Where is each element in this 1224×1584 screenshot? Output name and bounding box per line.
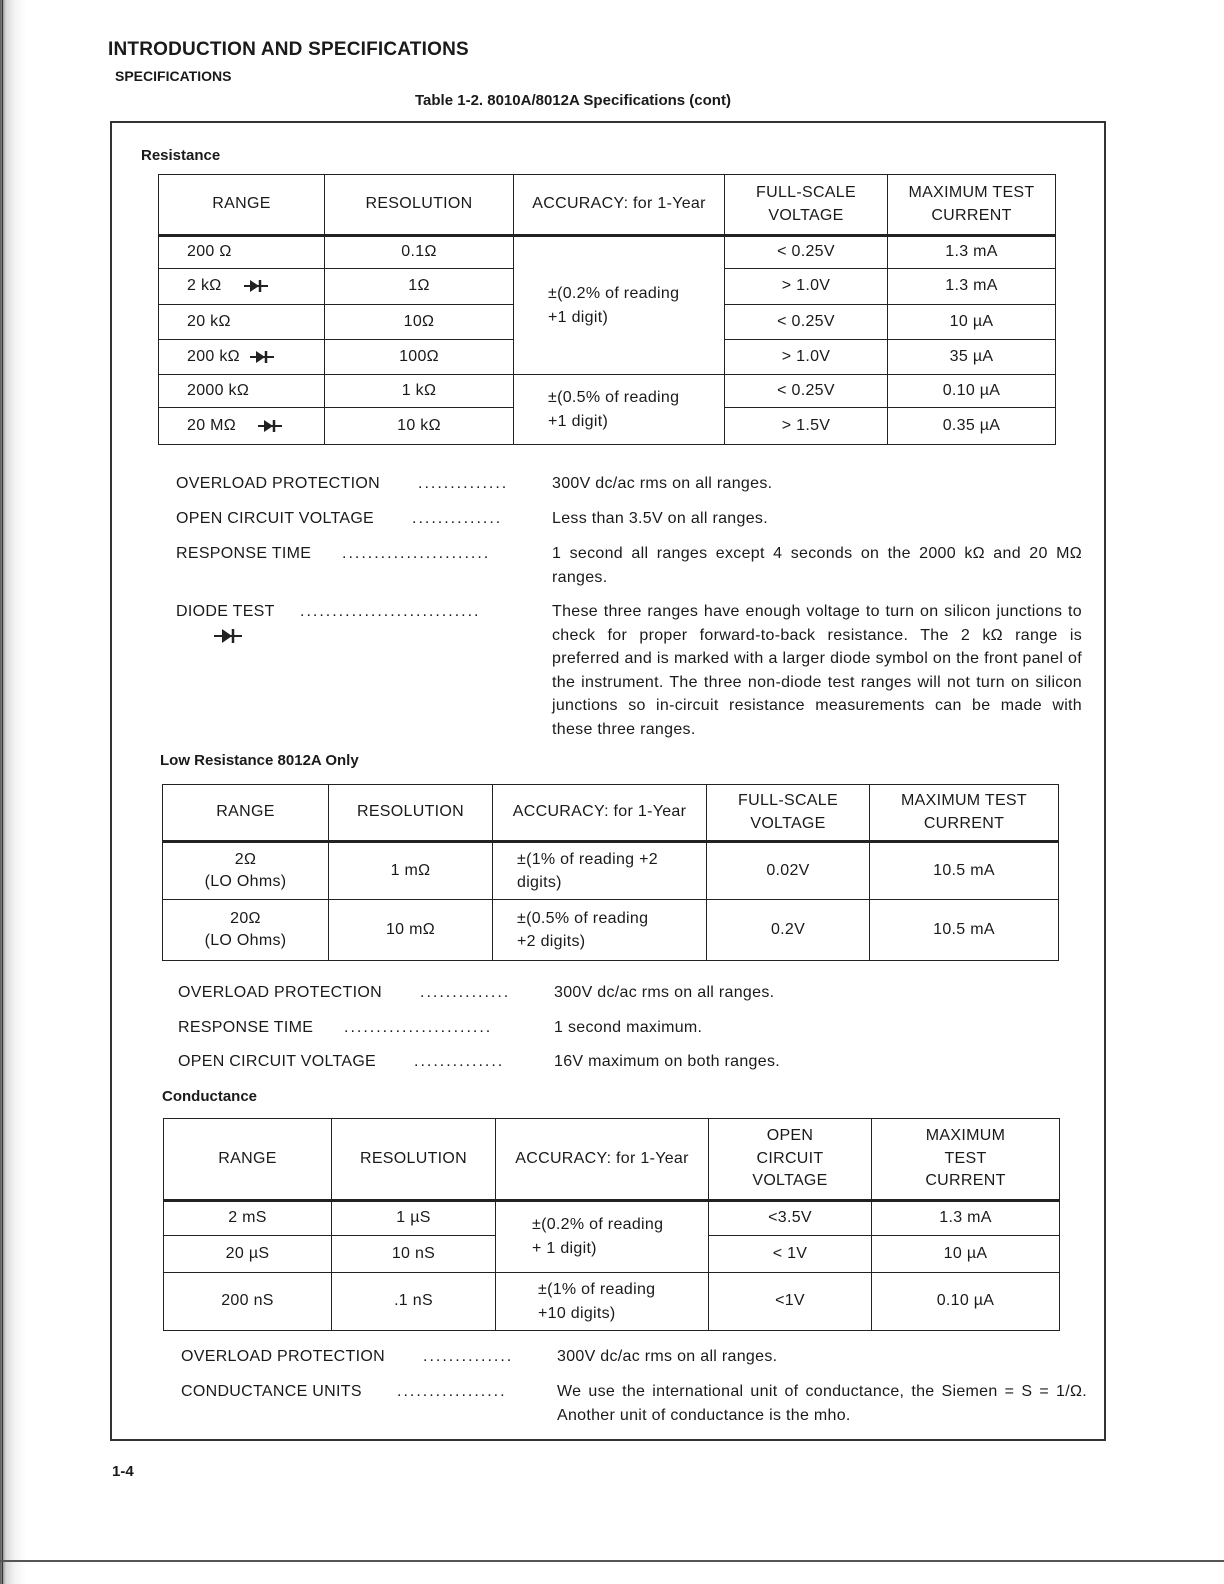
column-header: ACCURACY: for 1-Year (496, 1119, 709, 1201)
spec-label: OVERLOAD PROTECTION (181, 1348, 385, 1365)
table-row (159, 375, 1056, 408)
leader-dots: .............. (414, 1053, 505, 1070)
range-value: 200 kΩ (187, 347, 240, 365)
column-header: RESOLUTION (325, 175, 514, 236)
column-header: ACCURACY: for 1-Year (493, 785, 707, 842)
range-cell: 20 µS (164, 1236, 332, 1273)
column-header: MAXIMUM TEST CURRENT (872, 1119, 1060, 1201)
leader-dots: ....................... (342, 545, 491, 562)
current-cell: 35 µA (888, 340, 1056, 375)
current-cell: 10 µA (872, 1236, 1060, 1273)
voltage-cell: < 1V (709, 1236, 872, 1273)
range-cell (159, 408, 325, 445)
column-header: RANGE (159, 175, 325, 236)
voltage-cell: 0.02V (707, 842, 870, 900)
range-cell (159, 375, 325, 408)
page-binding-edge (0, 0, 26, 1584)
column-header: RESOLUTION (332, 1119, 496, 1201)
diode-icon (250, 350, 274, 364)
voltage-cell: > 1.0V (725, 269, 888, 305)
leader-dots: ................. (397, 1383, 507, 1400)
resolution-cell: 10 mΩ (329, 900, 493, 961)
leader-dots: ............................ (300, 603, 481, 620)
voltage-cell: <1V (709, 1273, 872, 1331)
conductance-table (163, 1118, 1060, 1331)
spec-value: These three ranges have enough voltage to turn on silicon junctions to check for proper forward-to-back resistance. The 2 kΩ range is preferred and is marked with a larger diode symbol on the front panel of the instrument. The three non-diode test ranges will not turn on silicon junctions so in-circuit resistance measurements can be made with these three ranges. (552, 603, 1082, 738)
resolution-cell: 1 µS (332, 1201, 496, 1236)
current-cell: 0.10 µA (888, 375, 1056, 408)
leader-dots: .............. (412, 510, 503, 527)
table-header-row (159, 175, 1056, 236)
page-subtitle: SPECIFICATIONS (115, 68, 232, 84)
spec-label: DIODE TEST (176, 603, 275, 620)
accuracy-cell: ±(0.2% of reading + 1 digit) (496, 1201, 709, 1273)
range-value: 2000 kΩ (187, 381, 250, 399)
spec-label: RESPONSE TIME (176, 545, 312, 562)
resolution-cell: 10 nS (332, 1236, 496, 1273)
voltage-cell: > 1.0V (725, 340, 888, 375)
current-cell: 0.10 µA (872, 1273, 1060, 1331)
resolution-cell: 1Ω (325, 269, 514, 305)
table-caption: Table 1-2. 8010A/8012A Specifications (cont) (415, 92, 731, 109)
range-value: 2 kΩ (187, 277, 222, 295)
column-header: RESOLUTION (329, 785, 493, 842)
spec-value: 1 second all ranges except 4 seconds on the 2000 kΩ and 20 MΩ ranges. (552, 545, 1082, 586)
table-header-row (163, 785, 1059, 842)
accuracy-cell: ±(1% of reading +2 digits) (493, 842, 707, 900)
range-cell: 2Ω (LO Ohms) (163, 842, 329, 900)
conductance-title: Conductance (162, 1088, 258, 1105)
column-header: ACCURACY: for 1-Year (514, 175, 725, 236)
table-row (164, 1273, 1060, 1331)
range-cell (159, 269, 325, 305)
current-cell: 10.5 mA (870, 900, 1059, 961)
page-number: 1-4 (112, 1463, 134, 1480)
resistance-table (158, 174, 1056, 445)
range-cell (159, 236, 325, 269)
table-header-row (164, 1119, 1060, 1201)
resolution-cell: 100Ω (325, 340, 514, 375)
voltage-cell: < 0.25V (725, 236, 888, 269)
accuracy-cell: ±(1% of reading +10 digits) (496, 1273, 709, 1331)
resolution-cell: 10Ω (325, 305, 514, 340)
spec-value: 300V dc/ac rms on all ranges. (552, 475, 773, 492)
resolution-cell: 0.1Ω (325, 236, 514, 269)
resolution-cell: .1 nS (332, 1273, 496, 1331)
spec-label: OVERLOAD PROTECTION (178, 984, 382, 1001)
spec-value: 1 second maximum. (554, 1019, 703, 1036)
spec-label: OPEN CIRCUIT VOLTAGE (178, 1053, 377, 1070)
column-header: FULL-SCALE VOLTAGE (725, 175, 888, 236)
column-header: MAXIMUM TEST CURRENT (888, 175, 1056, 236)
current-cell: 10.5 mA (870, 842, 1059, 900)
voltage-cell: <3.5V (709, 1201, 872, 1236)
range-cell: 20Ω (LO Ohms) (163, 900, 329, 961)
column-header: MAXIMUM TEST CURRENT (870, 785, 1059, 842)
resolution-cell: 1 mΩ (329, 842, 493, 900)
range-cell (159, 305, 325, 340)
range-cell: 200 nS (164, 1273, 332, 1331)
page-bottom-edge (0, 1560, 1224, 1562)
spec-value: 300V dc/ac rms on all ranges. (557, 1348, 778, 1365)
spec-label: CONDUCTANCE UNITS (181, 1383, 362, 1400)
spec-value: 16V maximum on both ranges. (554, 1053, 780, 1070)
table-row (159, 236, 1056, 269)
column-header: OPEN CIRCUIT VOLTAGE (709, 1119, 872, 1201)
low-resistance-table (162, 784, 1059, 961)
spec-label: OVERLOAD PROTECTION (176, 475, 380, 492)
spec-label: RESPONSE TIME (178, 1019, 314, 1036)
range-value: 200 Ω (187, 243, 232, 261)
current-cell: 1.3 mA (888, 269, 1056, 305)
leader-dots: ....................... (344, 1019, 493, 1036)
table-row (163, 900, 1059, 961)
spec-value: Less than 3.5V on all ranges. (552, 510, 768, 527)
accuracy-cell: ±(0.2% of reading +1 digit) (514, 236, 725, 375)
voltage-cell: < 0.25V (725, 375, 888, 408)
current-cell: 0.35 µA (888, 408, 1056, 445)
resolution-cell: 1 kΩ (325, 375, 514, 408)
diode-icon (244, 279, 268, 293)
diode-icon (258, 419, 282, 433)
column-header: RANGE (163, 785, 329, 842)
table-row (163, 842, 1059, 900)
leader-dots: .............. (420, 984, 511, 1001)
range-value: 20 MΩ (187, 416, 237, 434)
range-cell: 2 mS (164, 1201, 332, 1236)
current-cell: 1.3 mA (888, 236, 1056, 269)
table-row (164, 1201, 1060, 1236)
range-cell (159, 340, 325, 375)
resolution-cell: 10 kΩ (325, 408, 514, 445)
spec-value: 300V dc/ac rms on all ranges. (554, 984, 775, 1001)
resistance-title: Resistance (141, 147, 221, 164)
accuracy-cell: ±(0.5% of reading +2 digits) (493, 900, 707, 961)
current-cell: 1.3 mA (872, 1201, 1060, 1236)
column-header: FULL-SCALE VOLTAGE (707, 785, 870, 842)
leader-dots: .............. (423, 1348, 514, 1365)
spec-label: OPEN CIRCUIT VOLTAGE (176, 510, 375, 527)
page-title: INTRODUCTION AND SPECIFICATIONS (108, 39, 469, 60)
current-cell: 10 µA (888, 305, 1056, 340)
spec-value: We use the international unit of conductance, the Siemen = S = 1/Ω. Another unit of conductance is the mho. (557, 1383, 1087, 1424)
diode-icon (214, 628, 242, 644)
low-resistance-title: Low Resistance 8012A Only (160, 752, 359, 769)
leader-dots: .............. (418, 475, 509, 492)
voltage-cell: > 1.5V (725, 408, 888, 445)
voltage-cell: 0.2V (707, 900, 870, 961)
range-value: 20 kΩ (187, 312, 231, 330)
column-header: RANGE (164, 1119, 332, 1201)
accuracy-cell: ±(0.5% of reading +1 digit) (514, 375, 725, 445)
voltage-cell: < 0.25V (725, 305, 888, 340)
